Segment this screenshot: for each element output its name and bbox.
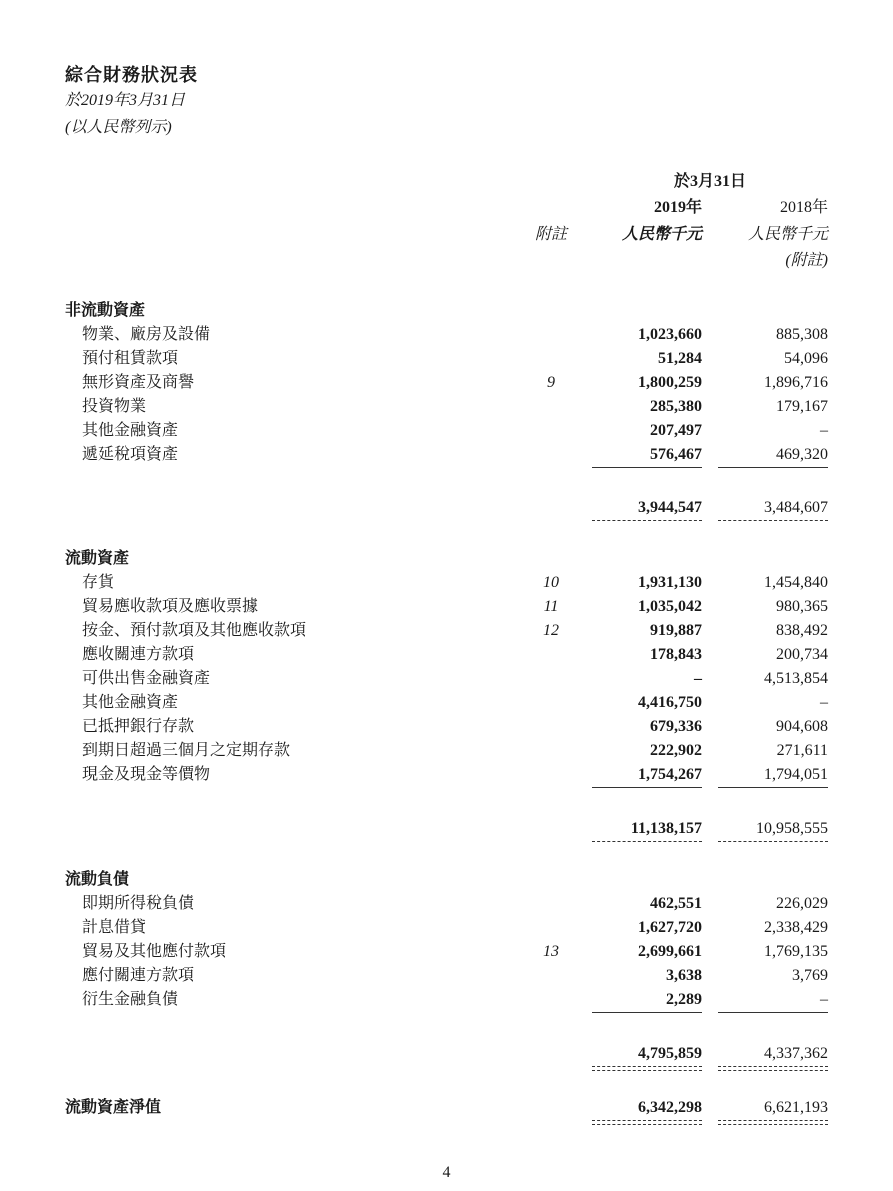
value-2019: 285,380 [650,398,702,415]
subtotal-2019: 4,795,859 [638,1045,702,1062]
value-2018: 904,608 [776,718,828,735]
subtotal-2018: 3,484,607 [764,499,828,516]
line-item-label: 物業、廠房及設備 [82,326,211,343]
subtotal-row [0,817,893,841]
line-item-label: 可供出售金融資產 [82,670,211,687]
line-item-row [0,940,893,964]
currency-note: (以人民幣列示) [65,119,172,136]
total-dashed-rule-2018 [718,520,828,521]
note-reference: 12 [543,622,559,639]
value-2019: 2,289 [666,991,702,1008]
subtotal-rule-2018 [718,787,828,788]
line-item-label: 其他金融資產 [82,422,179,439]
total-dashed-rule-2018 [718,841,828,842]
net-current-assets-row [0,1096,893,1120]
line-item-label: 應收關連方款項 [82,646,195,663]
line-item-row [0,691,893,715]
line-item-label: 貿易應收款項及應收票據 [82,598,259,615]
value-2019: 207,497 [650,422,702,439]
subtotal-rule-2019 [592,1012,702,1013]
line-item-row [0,419,893,443]
line-item-row [0,667,893,691]
line-item-label: 遞延稅項資產 [82,446,179,463]
line-item-label: 其他金融資產 [82,694,179,711]
year-2019-header: 2019年 [653,199,702,216]
section-title-current-liabilities: 流動負債 [65,871,130,888]
line-item-row [0,347,893,371]
value-2018: 885,308 [776,326,828,343]
line-item-label: 按金、預付款項及其他應收款項 [82,622,307,639]
line-item-label: 即期所得稅負債 [82,895,195,912]
line-item-row [0,323,893,347]
note-column-header: 附註 [534,226,567,243]
value-2019: 2,699,661 [638,943,702,960]
subtotal-rule-2018 [718,467,828,468]
line-item-row [0,739,893,763]
value-2018: 271,611 [776,742,828,759]
value-2018: 179,167 [776,398,828,415]
value-2018: 1,896,716 [764,374,828,391]
net-double-rule-2019 [592,1120,702,1125]
value-2018: 54,096 [784,350,828,367]
note-reference: 9 [547,374,555,391]
note-reference: 11 [543,598,559,615]
value-2018: 1,769,135 [764,943,828,960]
value-2018: 4,513,854 [764,670,828,687]
subtotal-rule-2019 [592,787,702,788]
line-item-row [0,443,893,467]
subtotal-2019: 3,944,547 [638,499,702,516]
subtotal-rule-2018 [718,1012,828,1013]
note-reference: 10 [543,574,559,591]
value-2018: – [820,694,828,711]
value-2019: 1,035,042 [638,598,702,615]
value-2019: 222,902 [650,742,702,759]
year-2018-header: 2018年 [779,199,828,216]
line-item-row [0,643,893,667]
value-2019: 3,638 [666,967,702,984]
period-header: 於3月31日 [673,173,746,190]
total-dashed-rule-2019 [592,841,702,842]
net-double-rule-2018 [718,1120,828,1125]
line-item-label: 衍生金融負債 [82,991,179,1008]
line-item-label: 貿易及其他應付款項 [82,943,227,960]
subtotal-2018: 10,958,555 [756,820,828,837]
line-item-row [0,892,893,916]
line-item-row [0,964,893,988]
section-title-non-current-assets: 非流動資產 [65,302,146,319]
value-2019: 1,931,130 [638,574,702,591]
value-2019: 1,023,660 [638,326,702,343]
line-item-row [0,395,893,419]
value-2019: 679,336 [650,718,702,735]
line-item-label: 計息借貸 [82,919,147,936]
subtotal-row [0,496,893,520]
value-2018: – [820,422,828,439]
line-item-label: 投資物業 [82,398,147,415]
subtotal-row [0,1042,893,1066]
value-2019: – [694,670,702,687]
line-item-label: 到期日超過三個月之定期存款 [82,742,291,759]
value-2019: 51,284 [658,350,702,367]
line-item-label: 應付關連方款項 [82,967,195,984]
line-item-label: 現金及現金等價物 [82,766,211,783]
subtotal-rule-2019 [592,467,702,468]
value-2019: 919,887 [650,622,702,639]
value-2018: 838,492 [776,622,828,639]
statement-date: 於2019年3月31日 [65,92,186,109]
value-2018: 980,365 [776,598,828,615]
value-2019: 4,416,750 [638,694,702,711]
unit-2019-header: 人民幣千元 [621,226,702,243]
value-2019: 178,843 [650,646,702,663]
line-item-label: 預付租賃款項 [82,350,179,367]
document-title: 綜合財務狀況表 [65,65,198,85]
line-item-row [0,619,893,643]
value-2019: 462,551 [650,895,702,912]
value-2019: 1,754,267 [638,766,702,783]
page-number: 4 [442,1164,451,1181]
line-item-row [0,571,893,595]
total-double-rule-2019 [592,1066,702,1071]
line-item-row [0,763,893,787]
value-2018: 2,338,429 [764,919,828,936]
subtotal-2018: 4,337,362 [764,1045,828,1062]
net-value-2018: 6,621,193 [764,1099,828,1116]
line-item-row [0,715,893,739]
net-current-assets-label: 流動資產淨值 [65,1099,162,1116]
line-item-label: 無形資產及商譽 [82,374,195,391]
note-reference: 13 [543,943,559,960]
value-2018: 226,029 [776,895,828,912]
line-item-label: 存貨 [82,574,115,591]
value-2018: – [820,991,828,1008]
subtotal-2019: 11,138,157 [630,820,702,837]
value-2018: 3,769 [792,967,828,984]
line-item-row [0,371,893,395]
value-2019: 1,627,720 [638,919,702,936]
value-2019: 576,467 [650,446,702,463]
value-2018: 469,320 [776,446,828,463]
value-2018: 1,794,051 [764,766,828,783]
unit-2018-header: 人民幣千元 [747,226,828,243]
value-2018: 200,734 [776,646,828,663]
line-item-row [0,595,893,619]
total-dashed-rule-2019 [592,520,702,521]
section-title-current-assets: 流動資產 [65,550,130,567]
line-item-label: 已抵押銀行存款 [82,718,195,735]
line-item-row [0,916,893,940]
value-2019: 1,800,259 [638,374,702,391]
total-double-rule-2018 [718,1066,828,1071]
value-2018: 1,454,840 [764,574,828,591]
net-value-2019: 6,342,298 [638,1099,702,1116]
restated-note-header: (附註) [785,252,828,269]
line-item-row [0,988,893,1012]
